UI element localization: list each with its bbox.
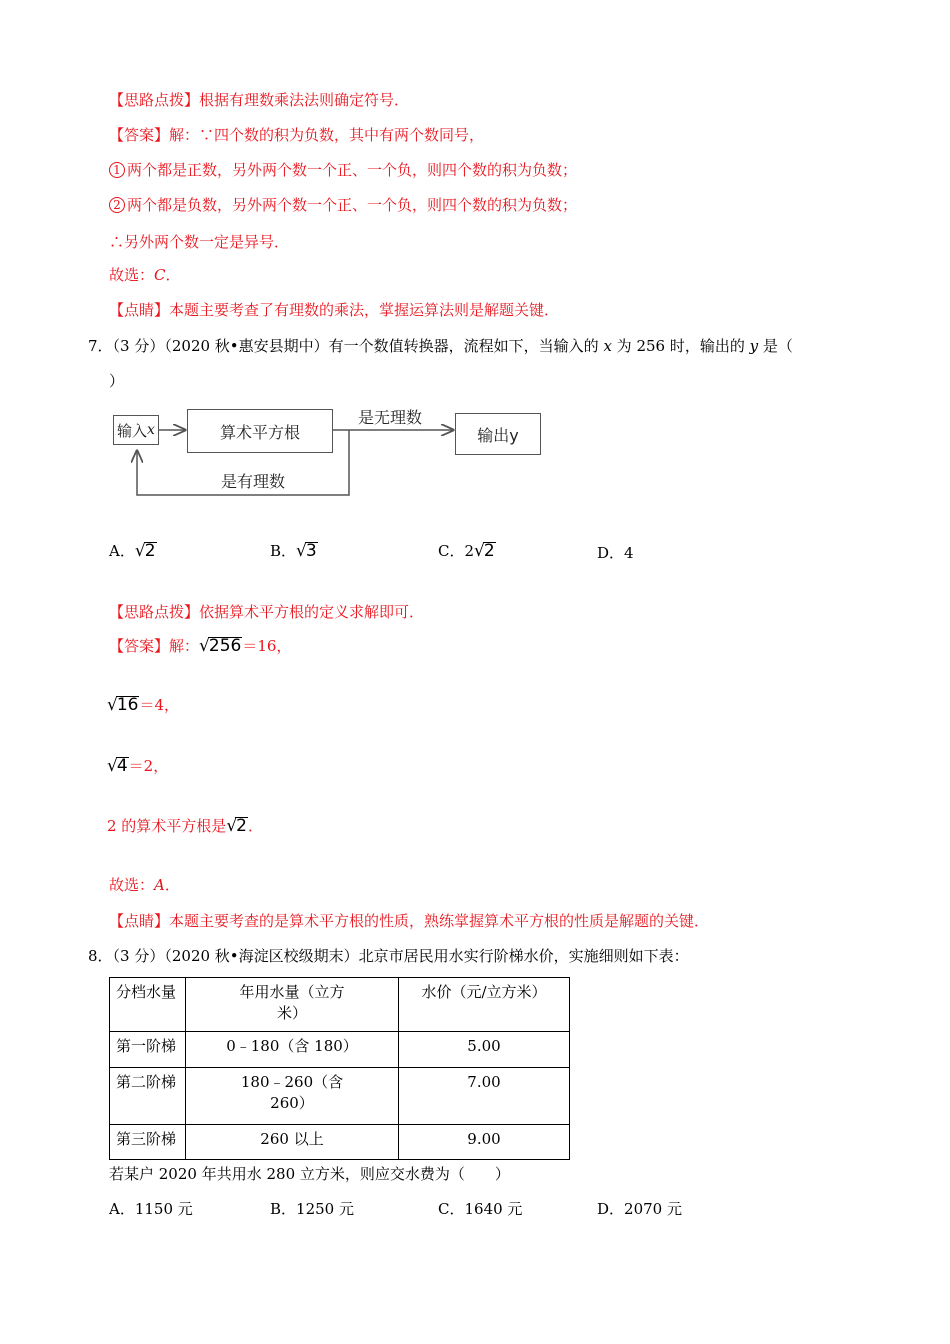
circled-number: 2: [109, 197, 125, 213]
question-source: （2020 秋•海淀区校级期末）: [164, 947, 359, 965]
q7-comment: [109, 911, 709, 931]
step-text: 2 的算术平方根是: [107, 817, 227, 835]
q6-conclusion: ∴另外两个数一定是异号．: [109, 233, 290, 251]
q6-answer: [109, 125, 484, 145]
coefficient: 2: [464, 542, 475, 560]
q7-step-4: [107, 816, 263, 836]
option-text: 2070 元: [624, 1200, 682, 1218]
q8-option-b: [270, 1199, 354, 1219]
input-box: [113, 415, 159, 445]
question-text: 北京市居民用水实行阶梯水价，实施细则如下表：: [358, 947, 689, 965]
table-row: [110, 1068, 570, 1125]
q7-option-a: [109, 541, 157, 561]
stem-part: 为 256 时，输出的: [611, 337, 750, 355]
question-number: 8．: [88, 947, 113, 965]
sqrt: √2: [134, 541, 156, 561]
radicand: 3: [305, 541, 317, 561]
tier-name: 第三阶梯: [110, 1125, 186, 1160]
comment-tag: 【点睛】: [109, 912, 170, 930]
question-number: 7．: [88, 337, 113, 355]
option-letter: C．: [438, 542, 465, 560]
option-letter: A．: [109, 542, 135, 560]
table-row: [110, 1125, 570, 1160]
hint-text: 根据有理数乘法法则确定符号．: [199, 91, 410, 109]
radicand: 2: [236, 816, 247, 836]
variable-x: x: [603, 337, 612, 355]
question-source: （2020 秋•惠安县期中）: [164, 337, 329, 355]
choice-prefix: 故选：: [109, 876, 155, 894]
q7-choice: [109, 875, 180, 895]
q6-comment: [109, 300, 559, 320]
comment-text: 本题主要考查的是算术平方根的性质，熟练掌握算术平方根的性质是解题的关键．: [169, 912, 710, 930]
case-text: 两个都是负数，另外两个数一个正、一个负，则四个数的积为负数；: [127, 196, 578, 214]
case-text: 两个都是正数，另外两个数一个正、一个负，则四个数的积为负数；: [127, 161, 578, 179]
option-letter: D．: [597, 544, 625, 562]
tier-range: 260 以上: [186, 1125, 399, 1160]
step-result: ＝4，: [139, 696, 180, 714]
irrational-label: 是无理数: [358, 408, 423, 427]
q8-option-a: [109, 1199, 193, 1219]
water-price-table: [109, 977, 570, 1160]
choice-prefix: 故选：: [109, 266, 155, 284]
rational-label: 是有理数: [221, 472, 286, 491]
hint-text: 依据算术平方根的定义求解即可．: [199, 603, 425, 621]
sqrt: √3: [296, 541, 317, 561]
choice-suffix: ．: [165, 266, 181, 284]
option-letter: A．: [109, 1200, 135, 1218]
tier-price: 9.00: [399, 1125, 570, 1160]
q8-option-c: [438, 1199, 522, 1219]
answer-tag: 【答案】: [109, 637, 170, 655]
radicand: 2: [144, 541, 156, 561]
option-letter: C．: [438, 1200, 465, 1218]
tier-price: 5.00: [399, 1032, 570, 1068]
step-result: ＝16，: [242, 637, 292, 655]
output-box: 输出y: [455, 413, 541, 455]
variable-y: y: [749, 337, 759, 355]
answer-line: 解：∵四个数的积为负数，其中有两个数同号，: [169, 126, 485, 144]
option-letter: D．: [597, 1200, 625, 1218]
q8-stem: [88, 946, 689, 966]
option-letter: B．: [270, 542, 297, 560]
comment-tag: 【点睛】: [109, 301, 170, 319]
input-label: 输入: [117, 421, 148, 440]
sqrt: √4: [107, 756, 128, 776]
q7-stem: [88, 336, 793, 356]
q7-answer: [109, 636, 291, 656]
tier-name: 第一阶梯: [110, 1032, 186, 1068]
option-letter: B．: [270, 1200, 297, 1218]
q6-hint: [109, 90, 409, 110]
q6-case-2: [109, 195, 577, 215]
circled-number: 1: [109, 162, 125, 178]
option-text: 4: [624, 544, 634, 562]
step-result: ＝2，: [128, 757, 169, 775]
radicand: 4: [116, 756, 128, 776]
answer-tag: 【答案】: [109, 126, 170, 144]
tier-name: 第二阶梯: [110, 1068, 186, 1125]
comment-text: 本题主要考查了有理数的乘法，掌握运算法则是解题关键．: [169, 301, 560, 319]
flowchart: [111, 405, 551, 501]
question-score: （3 分）: [112, 337, 165, 355]
process-box: 算术平方根: [187, 409, 333, 453]
option-text: 1150 元: [134, 1200, 193, 1218]
header-cell: 分档水量: [110, 978, 186, 1032]
table-row: [110, 1032, 570, 1068]
choice-letter: A: [154, 876, 165, 894]
tier-price: 7.00: [399, 1068, 570, 1125]
sqrt: √256: [199, 636, 242, 656]
q7-step-3: [107, 756, 168, 776]
option-text: 1250 元: [296, 1200, 354, 1218]
sqrt: √2: [226, 816, 247, 836]
table-header-row: [110, 978, 570, 1032]
question-score: （3 分）: [112, 947, 165, 965]
q7-option-c: [438, 541, 496, 561]
radicand: 16: [116, 695, 139, 715]
answer-prefix: 解：: [169, 637, 200, 655]
tier-range: 180﹣260（含 260）: [186, 1068, 399, 1125]
q8-question: 若某户 2020 年共用水 280 立方米，则应交水费为（ ）: [109, 1165, 510, 1183]
step-end: ．: [247, 817, 263, 835]
sqrt: √16: [107, 695, 139, 715]
q7-option-b: [270, 541, 318, 561]
sqrt: √2: [474, 541, 495, 561]
option-text: 1640 元: [464, 1200, 523, 1218]
hint-tag: 【思路点拨】: [109, 603, 200, 621]
choice-suffix: ．: [164, 876, 180, 894]
header-cell: 水价（元/立方米）: [399, 978, 570, 1032]
input-variable: x: [147, 422, 155, 438]
radicand: 2: [483, 541, 495, 561]
header-cell: 年用水量（立方 米）: [186, 978, 399, 1032]
q8-option-d: [597, 1199, 682, 1219]
stem-part: 是（: [758, 337, 793, 355]
q6-case-1: [109, 160, 577, 180]
q7-hint: [109, 602, 424, 622]
q7-option-d: [597, 543, 634, 563]
choice-letter: C: [154, 266, 166, 284]
q7-step-2: [107, 695, 179, 715]
radicand: 256: [208, 636, 242, 656]
q7-stem-end: ）: [109, 372, 125, 390]
q6-choice: [109, 265, 181, 285]
stem-part: 有一个数值转换器，流程如下，当输入的: [328, 337, 604, 355]
hint-tag: 【思路点拨】: [109, 91, 200, 109]
tier-range: 0﹣180（含 180）: [186, 1032, 399, 1068]
